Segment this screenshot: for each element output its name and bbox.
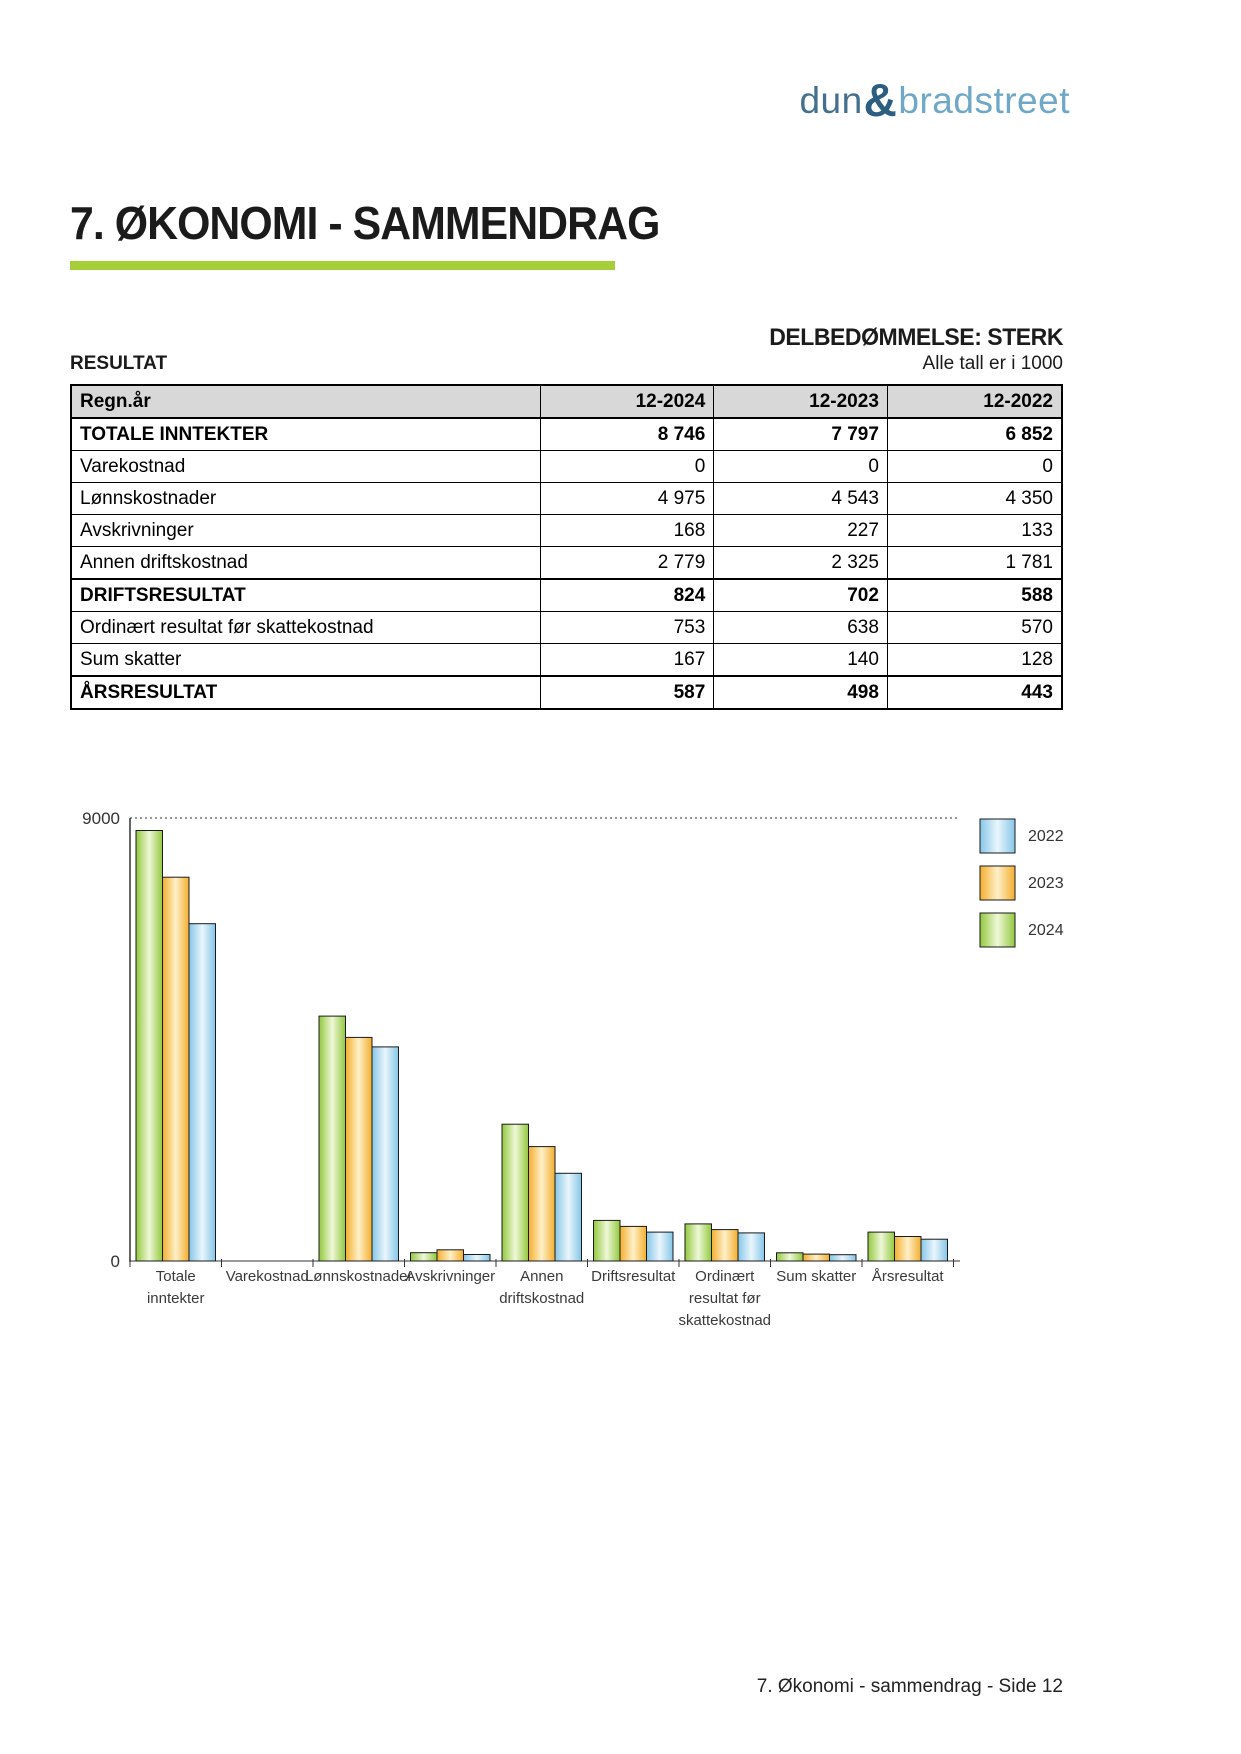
bar-2023-cat4 bbox=[529, 1147, 556, 1261]
row-value: 128 bbox=[887, 644, 1062, 677]
row-value: 0 bbox=[540, 451, 714, 483]
row-value: 443 bbox=[887, 676, 1062, 709]
logo-text-dun: dun bbox=[799, 80, 863, 121]
column-header-period: 12-2024 bbox=[540, 385, 714, 418]
row-value: 2 779 bbox=[540, 547, 714, 580]
table-header-row bbox=[71, 385, 1062, 418]
y-tick-label-max: 9000 bbox=[82, 809, 120, 828]
units-note: Alle tall er i 1000 bbox=[922, 353, 1063, 374]
row-value: 140 bbox=[714, 644, 888, 677]
row-label: Avskrivninger bbox=[71, 515, 540, 547]
dun-bradstreet-logo bbox=[799, 70, 1070, 124]
row-value: 2 325 bbox=[714, 547, 888, 580]
bar-chart bbox=[0, 700, 1241, 1360]
table-row bbox=[71, 418, 1062, 451]
category-label: Driftsresultat bbox=[591, 1268, 676, 1285]
row-label: Lønnskostnader bbox=[71, 483, 540, 515]
legend-swatch-2023 bbox=[980, 866, 1015, 900]
bar-2024-cat0 bbox=[136, 831, 163, 1262]
row-label: Annen driftskostnad bbox=[71, 547, 540, 580]
legend-swatch-2024 bbox=[980, 913, 1015, 947]
logo-text-bradstreet: bradstreet bbox=[898, 80, 1070, 121]
category-label: Ordinært bbox=[695, 1268, 755, 1285]
legend-label-2023: 2023 bbox=[1028, 875, 1064, 892]
bar-2022-cat8 bbox=[921, 1239, 948, 1261]
bar-2023-cat7 bbox=[803, 1254, 830, 1261]
bar-2022-cat2 bbox=[372, 1047, 399, 1261]
row-value: 753 bbox=[540, 612, 714, 644]
category-label: Totale bbox=[155, 1268, 196, 1285]
row-value: 7 797 bbox=[714, 418, 888, 451]
category-label: Varekostnad bbox=[225, 1268, 309, 1285]
row-value: 588 bbox=[887, 579, 1062, 612]
bar-2023-cat0 bbox=[163, 877, 190, 1261]
table-row bbox=[71, 547, 1062, 580]
column-header-period: 12-2022 bbox=[887, 385, 1062, 418]
category-label: Sum skatter bbox=[776, 1268, 857, 1285]
row-label: Ordinært resultat før skattekostnad bbox=[71, 612, 540, 644]
category-label: Lønnskostnader bbox=[304, 1268, 413, 1285]
bar-2024-cat5 bbox=[594, 1220, 621, 1261]
bar-2024-cat7 bbox=[777, 1253, 804, 1261]
row-label: ÅRSRESULTAT bbox=[71, 676, 540, 709]
bar-2023-cat3 bbox=[437, 1250, 464, 1261]
section-label: RESULTAT bbox=[70, 353, 168, 374]
row-value: 702 bbox=[714, 579, 888, 612]
category-label: Årsresultat bbox=[871, 1268, 944, 1285]
bar-2024-cat4 bbox=[502, 1124, 529, 1261]
page-title: 7. ØKONOMI - SAMMENDRAG bbox=[70, 197, 660, 249]
row-value: 1 781 bbox=[887, 547, 1062, 580]
row-value: 133 bbox=[887, 515, 1062, 547]
row-value: 0 bbox=[714, 451, 888, 483]
legend-swatch-2022 bbox=[980, 819, 1015, 853]
bar-2023-cat2 bbox=[346, 1037, 373, 1261]
table-row bbox=[71, 612, 1062, 644]
category-label: Avskrivninger bbox=[405, 1268, 496, 1285]
category-label: inntekter bbox=[146, 1290, 205, 1307]
legend-label-2022: 2022 bbox=[1028, 828, 1064, 845]
bar-2024-cat3 bbox=[411, 1253, 438, 1261]
category-label: skattekostnad bbox=[678, 1312, 772, 1329]
bar-2022-cat6 bbox=[738, 1233, 765, 1261]
table-row bbox=[71, 483, 1062, 515]
sub-rating-heading: DELBEDØMMELSE: STERK bbox=[769, 324, 1063, 351]
category-label: driftskostnad bbox=[499, 1290, 585, 1307]
column-header-label: Regn.år bbox=[71, 385, 540, 418]
table-caption-row bbox=[70, 353, 1063, 375]
row-value: 227 bbox=[714, 515, 888, 547]
bar-2022-cat0 bbox=[189, 924, 216, 1261]
bar-2023-cat8 bbox=[895, 1237, 922, 1262]
row-label: Sum skatter bbox=[71, 644, 540, 677]
row-value: 0 bbox=[887, 451, 1062, 483]
table-row bbox=[71, 515, 1062, 547]
result-table bbox=[70, 384, 1063, 710]
row-value: 824 bbox=[540, 579, 714, 612]
bar-2022-cat3 bbox=[464, 1255, 491, 1262]
row-label: TOTALE INNTEKTER bbox=[71, 418, 540, 451]
row-value: 4 543 bbox=[714, 483, 888, 515]
result-table-body bbox=[71, 418, 1062, 709]
row-value: 4 975 bbox=[540, 483, 714, 515]
logo-ampersand-icon: & bbox=[863, 74, 898, 126]
row-value: 587 bbox=[540, 676, 714, 709]
bar-2024-cat6 bbox=[685, 1224, 712, 1261]
bar-2022-cat7 bbox=[830, 1255, 857, 1261]
table-row bbox=[71, 579, 1062, 612]
row-value: 6 852 bbox=[887, 418, 1062, 451]
row-value: 167 bbox=[540, 644, 714, 677]
bar-2023-cat6 bbox=[712, 1230, 739, 1261]
page-footer: 7. Økonomi - sammendrag - Side 12 bbox=[756, 1676, 1063, 1697]
row-value: 570 bbox=[887, 612, 1062, 644]
title-accent-bar bbox=[70, 261, 615, 270]
row-value: 4 350 bbox=[887, 483, 1062, 515]
chart-svg bbox=[0, 700, 1241, 1360]
table-row bbox=[71, 644, 1062, 677]
category-label: resultat før bbox=[688, 1290, 761, 1307]
legend-label-2024: 2024 bbox=[1028, 922, 1064, 939]
row-value: 8 746 bbox=[540, 418, 714, 451]
category-label: Annen bbox=[520, 1268, 564, 1285]
row-value: 168 bbox=[540, 515, 714, 547]
bar-2023-cat5 bbox=[620, 1226, 647, 1261]
bar-2022-cat4 bbox=[555, 1173, 582, 1261]
bar-2022-cat5 bbox=[647, 1232, 674, 1261]
row-label: Varekostnad bbox=[71, 451, 540, 483]
table-row bbox=[71, 451, 1062, 483]
row-value: 638 bbox=[714, 612, 888, 644]
y-tick-label-zero: 0 bbox=[110, 1252, 120, 1271]
bar-2024-cat2 bbox=[319, 1016, 346, 1261]
row-label: DRIFTSRESULTAT bbox=[71, 579, 540, 612]
row-value: 498 bbox=[714, 676, 888, 709]
bar-2024-cat8 bbox=[868, 1232, 895, 1261]
column-header-period: 12-2023 bbox=[714, 385, 888, 418]
